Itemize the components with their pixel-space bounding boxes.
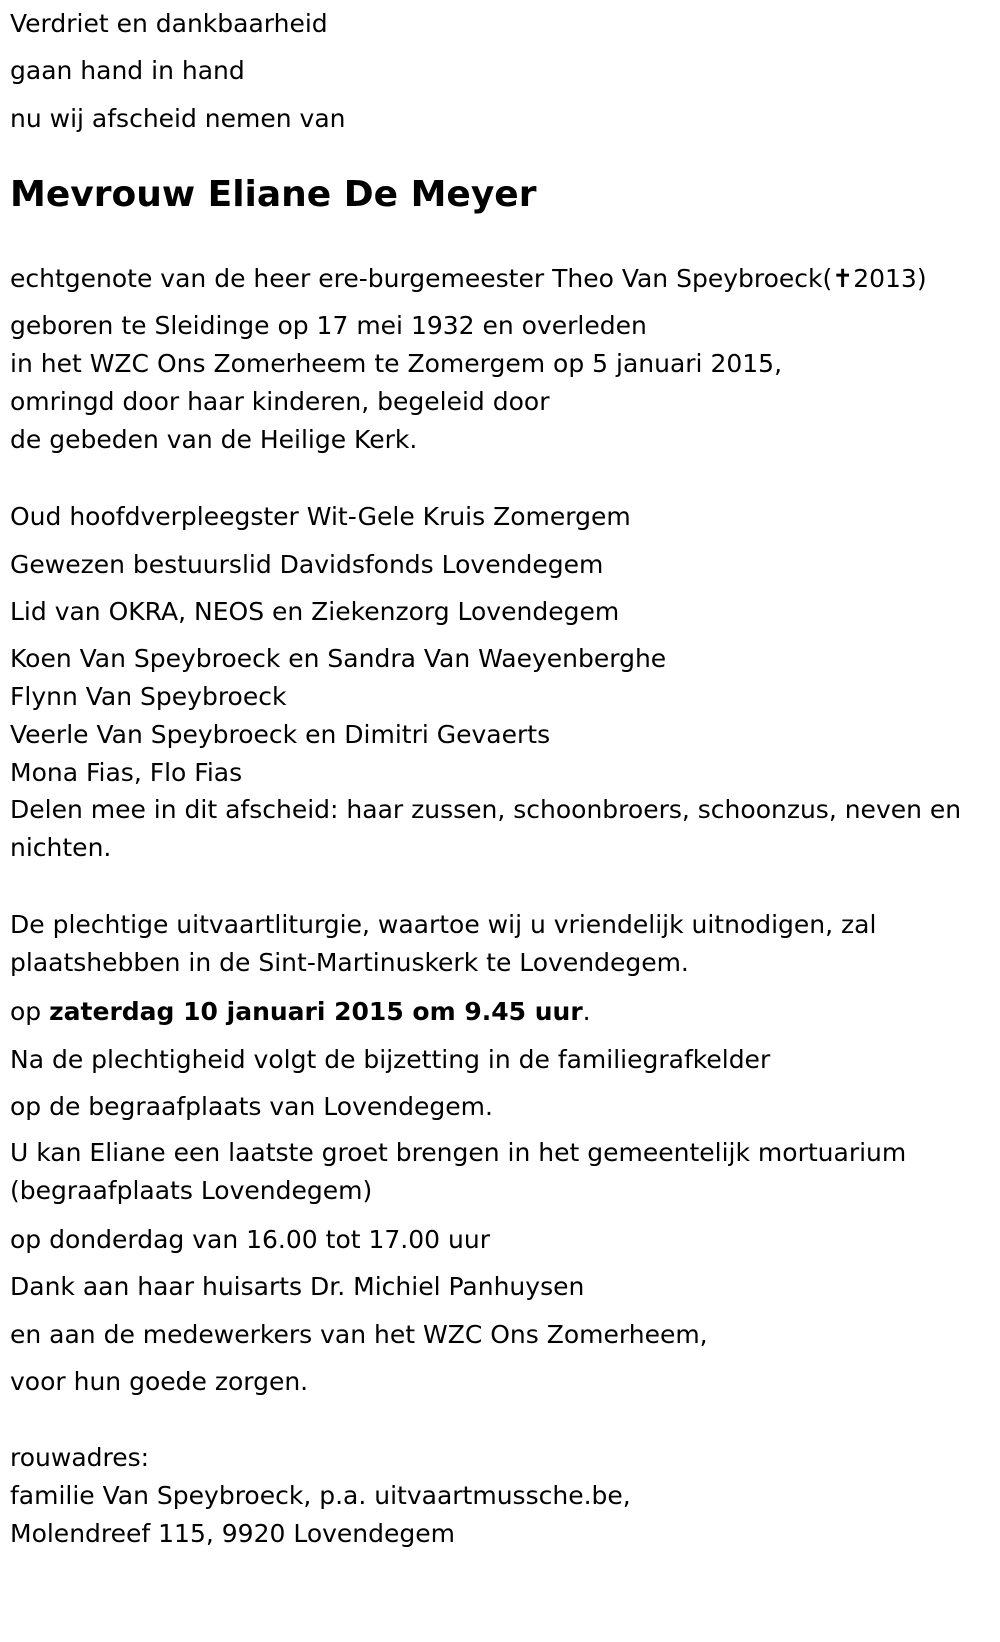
role-line-1: Oud hoofdverpleegster Wit-Gele Kruis Zomergem — [10, 502, 631, 531]
bio-line-1: echtgenote van de heer ere-burgemeester Theo Van Speybroeck(✝2013) — [10, 264, 927, 293]
service-prefix: op — [10, 997, 50, 1026]
intro-line-2: gaan hand in hand — [10, 56, 245, 85]
deceased-name: Mevrouw Eliane De Meyer — [10, 174, 537, 215]
family-line-3: Veerle Van Speybroeck en Dimitri Gevaerts — [10, 720, 551, 749]
thanks-line-1: Dank aan haar huisarts Dr. Michiel Panhuysen — [10, 1272, 585, 1301]
bio-line-3: in het WZC Ons Zomerheem te Zomergem op 5 januari 2015, — [10, 349, 783, 378]
family-line-2: Flynn Van Speybroeck — [10, 682, 287, 711]
intro-line-1: Verdriet en dankbaarheid — [10, 9, 328, 38]
liturgy-text: De plechtige uitvaartliturgie, waartoe wij u vriendelijk uitnodigen, zal plaatshebben in de Sint-Martinuskerk te Lovendegem. — [10, 910, 877, 977]
address-line-1: familie Van Speybroeck, p.a. uitvaartmussche.be, — [10, 1481, 631, 1510]
service-line — [10, 992, 591, 1032]
family-line-1: Koen Van Speybroeck en Sandra Van Waeyenberghe — [10, 644, 667, 673]
burial-line-1: Na de plechtigheid volgt de bijzetting in de familiegrafkelder — [10, 1045, 771, 1074]
thanks-line-3: voor hun goede zorgen. — [10, 1367, 309, 1396]
address-line-2: Molendreef 115, 9920 Lovendegem — [10, 1519, 455, 1548]
visit-text: U kan Eliane een laatste groet brengen in het gemeentelijk mortuarium (begraafplaats Lovendegem) — [10, 1138, 907, 1205]
role-line-3: Lid van OKRA, NEOS en Ziekenzorg Lovendegem — [10, 597, 620, 626]
visit-time: op donderdag van 16.00 tot 17.00 uur — [10, 1225, 490, 1254]
intro-line-3: nu wij afscheid nemen van — [10, 104, 346, 133]
thanks-line-2: en aan de medewerkers van het WZC Ons Zomerheem, — [10, 1320, 708, 1349]
bio-line-5: de gebeden van de Heilige Kerk. — [10, 425, 418, 454]
bio-line-4: omringd door haar kinderen, begeleid door — [10, 387, 550, 416]
role-line-2: Gewezen bestuurslid Davidsfonds Lovendegem — [10, 550, 604, 579]
burial-line-2: op de begraafplaats van Lovendegem. — [10, 1092, 493, 1121]
service-suffix: . — [582, 997, 591, 1026]
family-line-4: Mona Fias, Flo Fias — [10, 758, 243, 787]
service-date: zaterdag 10 januari 2015 om 9.45 uur — [49, 997, 583, 1026]
family-share: Delen mee in dit afscheid: haar zussen, schoonbroers, schoonzus, neven en nichten. — [10, 795, 962, 862]
address-label: rouwadres: — [10, 1443, 150, 1472]
bio-line-2: geboren te Sleidinge op 17 mei 1932 en overleden — [10, 311, 647, 340]
